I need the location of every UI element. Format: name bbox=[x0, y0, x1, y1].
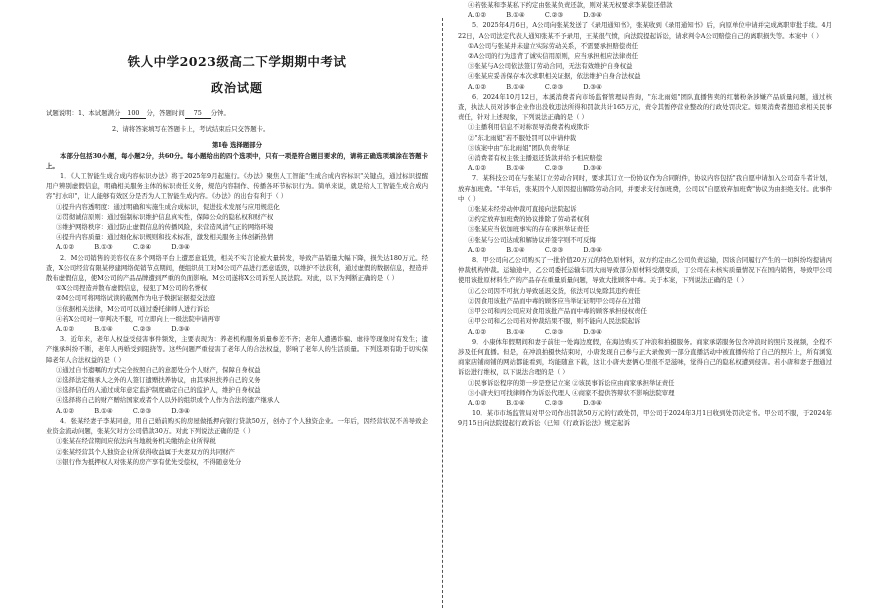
question-block bbox=[46, 416, 428, 467]
question-stem: 1．《人工智能生成合成内容标识办法》将于2025年9月起施行。《办法》聚焦人工智能"生成合成内容标识"关键点，通过标识提醒用户辨别虚假信息，明确相关服务主体的标识责任义务，规范内容制作、传播各环节标识行为。简单来说，就是给人工智能生成合成内容"打水印"，让人能够有效区分是否为人工智能生成内容。《办法》的出台有利于（ ） bbox=[46, 172, 428, 201]
exam-instructions bbox=[46, 108, 428, 134]
question-stem: 4．张某经妻子李某同意，用自己婚前购买的房屋做抵押向银行贷款50万，创办了个人独资企业。一年后，因经营状况不善导致企业资金流动问题，张某欠对方公司借款30万。对此下列说法正确的是（ ） bbox=[46, 416, 428, 436]
question-stem: 2．M公司销售的美容仪在多个网络平台上遭恶意诋毁，相关不实言论被大量转发，导致产品销量大幅下降，损失达180万元。经查，X公司经营有限某停建网络促销节点期间，便组织员工对M公司产品进行恶意诋毁，以维护不法获利，通过虚假的数据信息，捏造并散布虚假信息，使M公司的产品品牌遭到严重的负面影响。M公司遂将X公司诉至人民法院。对此，以下为判断正确的是（ ） bbox=[46, 253, 428, 283]
answer-choices: A.①② B.①③ C.②④ D.③④ bbox=[56, 243, 190, 252]
answer-choices: A.①② B.①④ C.②③ D.③④ bbox=[468, 11, 602, 20]
question-option: ①张某在经营期间应依法向当地税务机关缴纳企业所得税 bbox=[56, 437, 216, 446]
question-option: ③选择信任的人通过成年意定监护制度确定自己的监护人，维护自身权益 bbox=[56, 386, 261, 395]
question-stem: 7．某科技公司在与张某订立劳动合同时，要求其订立一份协议作为合同附件，协议内容包括"我自愿申请加入公司奋斗者计划，放弃加班费。"半年后，张某因个人原因提出解除劳动合同，并要求支付加班费，公司以"自愿放弃加班费"协议为由拒绝支付。此事件中（ ） bbox=[458, 174, 832, 203]
answer-choices: A.①② B.①④ C.②③ D.③④ bbox=[56, 325, 190, 334]
answer-choices: A.①② B.①④ C.②③ D.③④ bbox=[56, 406, 190, 415]
question-option: ②M公司可将网络试读的截图作为电子数据证据提交法庭 bbox=[56, 294, 216, 303]
right-column bbox=[458, 0, 832, 429]
answer-choices: A.①② B.①④ C.②③ D.③④ bbox=[468, 82, 602, 91]
left-column bbox=[46, 0, 428, 467]
question-option: ④张某与公司达成和解协议并签字则不可反悔 bbox=[468, 235, 596, 244]
question-option: ②A公司的行为违背了诚实信用原则，应当承担相应法律责任 bbox=[468, 52, 639, 61]
question-option: ③小唐夫妇可找律师作为诉讼代理人 ④商家不提供答辩状不影响法院审理 bbox=[468, 388, 675, 397]
question-option: ①张某未经劳动仲裁可直接向法院起诉 bbox=[468, 205, 577, 214]
question-stem: 9．小康体年假期间和妻子前往一处海边度假，在海边购买了冲浪和拍摄服务。商家承诺服务包含冲浪时的照片及视频，全程不涉及任何直播。但是，在冲浪拍摄快结束时，小唐发现自己参与正大录像到一部分直播活动中被直播传给了自己的照片上，所有浏览商家店铺商铺的网站都能看到，均能随意下载，这让小唐夫妻俩心里很不是滋味，觉得自己的隐私权遭到侵害。若小唐和妻子想通过诉讼进行维权，以下说法合理的是（ ） bbox=[458, 337, 832, 377]
question-block bbox=[458, 92, 832, 174]
question-option: ①提升内容透明度：通过明确和实施生成合成标识，促进技术发展与应用规范化 bbox=[56, 202, 280, 211]
left-question-list bbox=[46, 171, 428, 467]
question-option: ③张某应当依加班事实的存在承担举证责任 bbox=[468, 225, 590, 234]
answer-choices: A.①② B.①④ C.②③ D.③④ bbox=[468, 164, 602, 173]
question-option: ①通过自书遗嘱的方式完全按照自己的意愿处分个人财产，保障自身权益 bbox=[56, 365, 261, 374]
question-option: ②选择法定继承人之外的人签订遗赠扶养协议，由其承担扶养自己的义务 bbox=[56, 376, 261, 385]
time-blank: 75 bbox=[185, 108, 211, 119]
question-option: ④张某应妥善保存本次求职相关证据，依法维护自身合法权益 bbox=[468, 72, 641, 81]
question-option: ③依据相关法律，M公司可以通过委托律师人进行诉讼 bbox=[56, 304, 210, 313]
question-option: ①乙公司因不可抗力导致延迟交货，依法可以免除其违约责任 bbox=[468, 286, 641, 295]
question-block bbox=[458, 20, 832, 91]
question-option: ①A公司与张某并未建立实际劳动关系，不需要承担赔偿责任 bbox=[468, 41, 639, 50]
question-option: ③维护网络秩序：通过防止虚假信息的传播风险，来营造风清气正的网络环境 bbox=[56, 223, 274, 232]
question-option: ④若张某和李某私下约定由张某负责还款，则对某无权要求李某偿还借款 bbox=[468, 1, 673, 9]
question-stem: 5．2025年4月6日，A公司向张某发送了《录用通知书》，张某收到《录用通知书》后，向原单位申请并完成离职审批手续。4月22日，A公司法定代表人通知张某不予录用，王某很气愤，向法院提起诉讼，请求判令A公司赔偿自己的离职损失等。本案中（ ） bbox=[458, 21, 832, 40]
question-option: ④若X公司对一审判决不服，可立即向上一级法院申请再审 bbox=[56, 314, 221, 323]
question-option: ③张某与A公司依法签订劳动合同，无法有效维护自身权益 bbox=[468, 62, 633, 71]
question-option: ③甲公司和丙公司应对食用该批产品而中毒的顾客承担侵权责任 bbox=[468, 307, 647, 316]
question-option: ②因食用该批产品而中毒的顾客应当举证证明甲公司存在过错 bbox=[468, 296, 641, 305]
column-divider bbox=[442, 18, 443, 608]
question-block bbox=[458, 255, 832, 337]
question-option: ①主播利用信息不对称误导消费者构成欺诈 bbox=[468, 123, 590, 132]
question-option: ②"东北雨姐"若不服处罚可以申请仲裁 bbox=[468, 133, 577, 142]
question-option: ②约定放弃加班费的协议排除了劳动者权利 bbox=[468, 215, 590, 224]
section-intro: 本部分包括30小题，每小题2分，共60分。每小题给出的四个选项中，只有一项是符合题目要求的，请将正确选项填涂在答题卡上。 bbox=[46, 151, 428, 170]
exam-title: 铁人中学2023级高二下学期期中考试 bbox=[127, 54, 347, 69]
instruction-line-2: 2、请将答案填写在答题卡上，考试结束后只交答题卡。 bbox=[112, 125, 270, 134]
question-block bbox=[458, 408, 832, 428]
question-stem: 8．甲公司向乙公司购买了一批价值20万元的特色原材料，双方约定由乙公司负责运输，因该合同履行产生的一切纠纷均提请丙仲裁机构仲裁。运输途中，乙公司委托运输车因大雨导致部分原材料受潮变质，丁公司在未核实质量情况下在国内销售，导致甲公司使用该批原材料生产的产品存在重量质量问题，导致大批顾客中毒。关于本案，下列说法正确的是（ ） bbox=[458, 256, 832, 285]
question-option: ④提升内容质量：通过细化标识规则和技术标准，激发相关服务主体创新热情 bbox=[56, 233, 274, 242]
question-block bbox=[458, 337, 832, 408]
answer-choices: A.①② B.①④ C.②③ D.③④ bbox=[468, 245, 602, 254]
question-option: ④消费者有权主张主播退还货款并给予相应赔偿 bbox=[468, 154, 603, 163]
instruction-line-1: 试题说明：1、本试题满分 100 分，答题时间 75 分钟。 bbox=[46, 108, 428, 119]
section-title: 第Ⅰ卷 选择题部分 bbox=[212, 141, 262, 150]
question-option: ②张某经营其个人独资企业所获得收益属于夫妻双方的共同财产 bbox=[56, 447, 235, 456]
right-question-list bbox=[458, 0, 832, 429]
answer-choices: A.①② B.①④ C.②③ D.③④ bbox=[468, 327, 602, 336]
question-block bbox=[46, 334, 428, 416]
question-option: ①X公司捏造并散布虚假信息，侵犯了M公司的名誉权 bbox=[56, 284, 208, 293]
question-option: ①民事诉讼程序的第一步是登记立案 ②该民事诉讼应由商家承担举证责任 bbox=[468, 378, 675, 387]
score-blank: 100 bbox=[120, 108, 146, 119]
exam-subject: 政治试题 bbox=[210, 81, 263, 95]
question-option: ④甲公司和乙公司若对仲裁结果不服，则不能向人民法院起诉 bbox=[468, 317, 641, 326]
question-stem: 6．2024年10月12日，本溪消费者向市场监督管理局咨询，"东北雨姐"团队直播售卖的红薯粉条涉嫌产品质量问题，通过核查，执法人员对涉事企业作出没收违法所得和罚款共计165万元，责令其暂停营业整改的行政处罚决定。如果消费者想追求相关民事责任，针对上述现象，下列说法正确的是（ ） bbox=[458, 92, 832, 122]
question-option: ③该案中由"东北雨姐"团队负责举证 bbox=[468, 143, 570, 152]
question-block bbox=[458, 173, 832, 255]
question-option: ②贯彻诚信原则：通过强制标识维护信息真实性，保障公众的隐私权和财产权 bbox=[56, 212, 274, 221]
question-block bbox=[46, 171, 428, 253]
question-stem: 3．近年来，老年人权益受侵害事件频发，主要表现为：养老机构服务质量参差不齐；老年人遭遇诈骗、虐待等现象时有发生；遗产继承纠纷不断，老年人再婚受到阻挠等。这些问题严重侵害了老年人的合法权益，影响了老年人的生活质量。下列选项有助于切实保障老年人合法权益的是（ ） bbox=[46, 335, 428, 364]
question-stem: 10．某市市场监管局对甲公司作出罚款50万元的行政处罚，甲公司于2024年3月1日收到处罚决定书。甲公司不服，于2024年9月15日向法院提起行政诉讼（已知《行政诉讼法》规定起诉 bbox=[458, 409, 832, 428]
question-block bbox=[46, 253, 428, 335]
question-option: ④选择将自己的财产赠给国家或者个人以外的组织或个人作为合法的遗产继承人 bbox=[56, 396, 280, 405]
question-option: ③银行作为抵押权人对张某的房产享有优先受偿权，不得随意处分 bbox=[56, 457, 242, 466]
question-block bbox=[458, 0, 832, 20]
answer-choices: A.①② B.①④ C.②③ D.③④ bbox=[468, 398, 602, 407]
